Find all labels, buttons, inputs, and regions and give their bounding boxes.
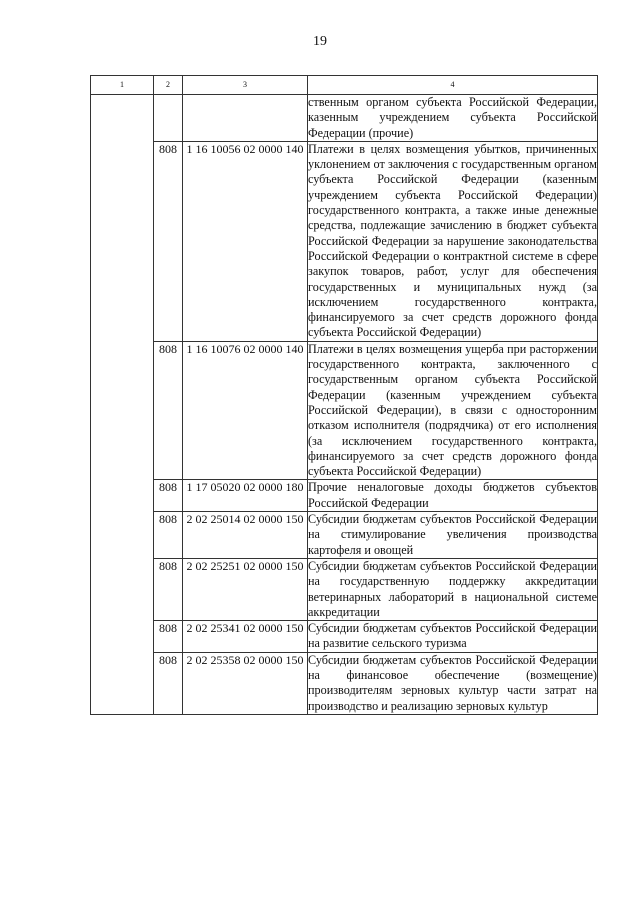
page-number: 19 — [313, 34, 327, 49]
column-number-4: 4 — [308, 76, 598, 95]
admin-code-cell: 808 — [154, 558, 183, 620]
column-number-2: 2 — [154, 76, 183, 95]
table-row — [91, 141, 598, 341]
admin-code-cell: 808 — [154, 141, 183, 341]
budget-code-cell: 2 02 25358 02 0000 150 — [183, 652, 308, 714]
budget-code-cell: 1 16 10076 02 0000 140 — [183, 341, 308, 480]
table-row — [91, 558, 598, 620]
admin-code-cell — [154, 95, 183, 142]
admin-code-cell: 808 — [154, 652, 183, 714]
description-cell: Платежи в целях возмещения ущерба при расторжении государственного контракта, заключенного с государственным органом субъекта Российской Федерации (казенным учреждением субъекта Российской Федерации), в связи с односторонним отказом исполнителя (подрядчика) от его исполнения (за исключением государственного контракта, финансируемого за счет средств дорожного фонда субъекта Российской Федерации) — [308, 341, 597, 479]
admin-code-cell: 808 — [154, 480, 183, 512]
table-row — [91, 512, 598, 559]
description-cell: ственным органом субъекта Российской Федерации, казенным учреждением субъекта Российской Федерации (прочие) — [308, 95, 597, 140]
description-cell: Субсидии бюджетам субъектов Российской Федерации на стимулирование увеличения производства картофеля и овощей — [308, 512, 597, 557]
description-cell: Субсидии бюджетам субъектов Российской Федерации на развитие сельского туризма — [308, 621, 597, 651]
column-number-row — [91, 76, 598, 95]
table-row — [91, 341, 598, 480]
description-cell: Субсидии бюджетам субъектов Российской Федерации на финансовое обеспечение (возмещение) производителям зерновых культур части затрат на производство и реализацию зерновых культур — [308, 652, 597, 713]
table-row — [91, 621, 598, 653]
table-row — [91, 480, 598, 512]
budget-code-cell: 2 02 25251 02 0000 150 — [183, 558, 308, 620]
budget-code-cell — [183, 95, 308, 142]
budget-codes-table — [90, 75, 598, 715]
budget-code-cell: 1 17 05020 02 0000 180 — [183, 480, 308, 512]
admin-code-cell: 808 — [154, 512, 183, 559]
description-cell: Платежи в целях возмещения убытков, причиненных уклонением от заключения с государственным органом субъекта Российской Федерации (казенным учреждением субъекта Российской Федерации) государственного контракта, а также иные денежные средства, подлежащие зачислению в бюджет субъекта Российской Федерации за нарушение законодательства Российской Федерации о контрактной системе в сфере закупок товаров, работ, услуг для обеспечения государственных и муниципальных нужд (за исключением государственного контракта, финансируемого за счет средств дорожного фонда субъекта Российской Федерации) — [308, 141, 597, 340]
column-number-1: 1 — [91, 76, 154, 95]
admin-code-cell: 808 — [154, 341, 183, 480]
description-cell: Субсидии бюджетам субъектов Российской Федерации на государственную поддержку аккредитации ветеринарных лабораторий в национальной системе аккредитации — [308, 558, 597, 619]
budget-code-cell: 2 02 25341 02 0000 150 — [183, 621, 308, 653]
description-cell: Прочие неналоговые доходы бюджетов субъектов Российской Федерации — [308, 480, 597, 510]
budget-code-cell: 2 02 25014 02 0000 150 — [183, 512, 308, 559]
column-number-3: 3 — [183, 76, 308, 95]
table-row — [91, 95, 598, 142]
admin-code-cell: 808 — [154, 621, 183, 653]
budget-code-cell: 1 16 10056 02 0000 140 — [183, 141, 308, 341]
group-cell — [91, 95, 154, 715]
table-row — [91, 652, 598, 714]
